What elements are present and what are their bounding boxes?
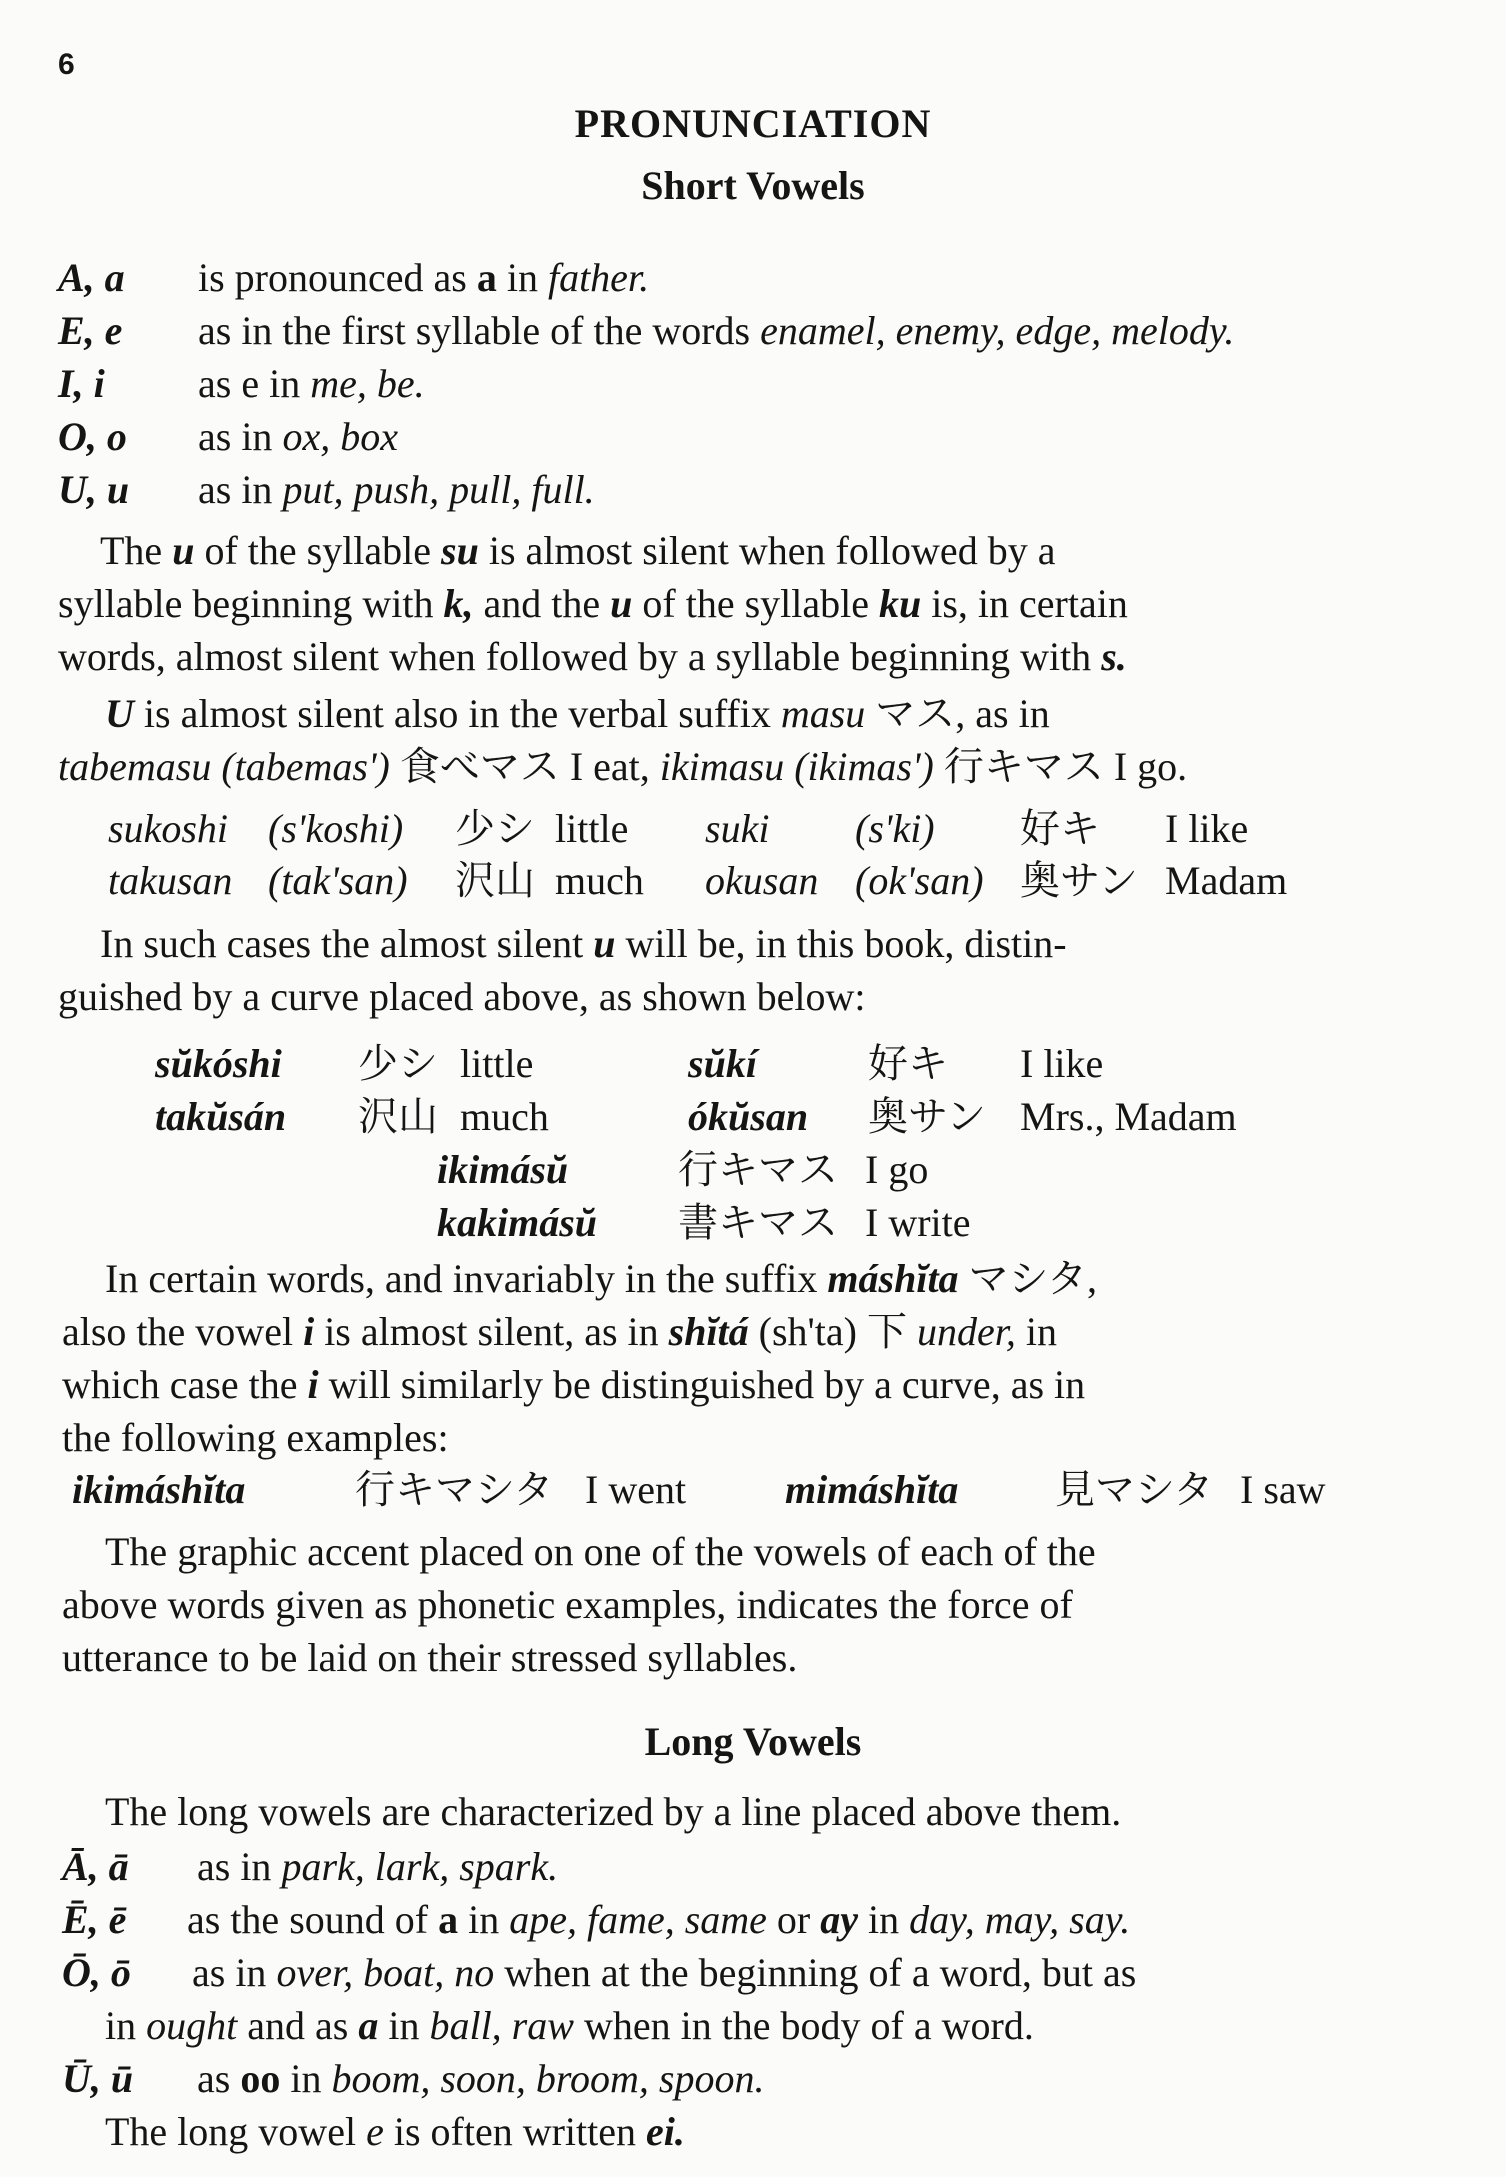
examples1-row1: sukoshi (s'koshi) 少シ little suki (s'ki) 好キ I like — [108, 806, 1249, 851]
long-vowels-heading: Long Vowels — [644, 1719, 862, 1764]
para1-line2: syllable beginning with k, and the u of the syllable ku is, in certain — [58, 581, 1128, 626]
long-vowel-u: Ū, ū as oo in boom, soon, broom, spoon. — [62, 2056, 765, 2101]
para4-line3: which case the i will similarly be distinguished by a curve, as in — [62, 1362, 1086, 1407]
para4-line1: In certain words, and invariably in the suffix máshĭta マシタ, — [105, 1256, 1097, 1301]
short-vowel-i: I, i as e in me, be. — [58, 361, 425, 406]
para3-line2: guished by a curve placed above, as shown below: — [58, 974, 866, 1019]
para3-line1: In such cases the almost silent u will be, in this book, distin- — [100, 921, 1067, 966]
para4-line2: also the vowel i is almost silent, as in shĭtá (sh'ta) 下 under, in — [62, 1309, 1057, 1354]
para4-line4: the following examples: — [62, 1415, 449, 1460]
short-vowels-heading: Short Vowels — [641, 163, 865, 208]
para5-line3: utterance to be laid on their stressed syllables. — [62, 1635, 798, 1680]
long-vowel-a: Ā, ā as in park, lark, spark. — [62, 1844, 559, 1889]
long-vowel-e: Ē, ē as the sound of a in ape, fame, same or ay in day, may, say. — [62, 1897, 1131, 1942]
short-vowel-o: O, o as in ox, box — [58, 414, 398, 459]
long-vowel-o-continued: in ought and as a in ball, raw when in the body of a word. — [105, 2003, 1034, 2048]
para5-line1: The graphic accent placed on one of the vowels of each of the — [105, 1529, 1096, 1574]
long-vowel-o: Ō, ō as in over, boat, no when at the beginning of a word, but as — [62, 1950, 1137, 1995]
para2-line2: tabemasu (tabemas') 食べマス I eat, ikimasu (ikimas') 行キマス I go. — [58, 744, 1188, 789]
page-number: 6 — [58, 48, 75, 81]
page-title: PRONUNCIATION — [574, 101, 932, 146]
short-vowel-e: E, e as in the first syllable of the words enamel, enemy, edge, melody. — [58, 308, 1235, 353]
examples2-row3: ikimásŭ 行キマス I go — [437, 1147, 929, 1192]
short-vowel-a: A, a is pronounced as a in father. — [58, 255, 650, 300]
long-vowel-note: The long vowel e is often written ei. — [105, 2109, 685, 2154]
examples2-row2: takŭsán 沢山 much ókŭsan 奥サン Mrs., Madam — [155, 1094, 1237, 1139]
examples1-row2: takusan (tak'san) 沢山 much okusan (ok'san) 奥サン Madam — [108, 858, 1288, 903]
examples2-row4: kakimásŭ 書キマス I write — [437, 1200, 971, 1245]
para1-line3: words, almost silent when followed by a syllable beginning with s. — [58, 634, 1127, 679]
examples3-row: ikimáshĭta 行キマシタ I went mimáshĭta 見マシタ I saw — [72, 1467, 1326, 1512]
para2-line1: U is almost silent also in the verbal suffix masu マス, as in — [105, 691, 1050, 736]
long-vowels-intro: The long vowels are characterized by a line placed above them. — [105, 1789, 1122, 1834]
examples2-row1: sŭkóshi 少シ little sŭkí 好キ I like — [155, 1041, 1104, 1086]
para5-line2: above words given as phonetic examples, indicates the force of — [62, 1582, 1073, 1627]
para1-line1: The u of the syllable su is almost silent when followed by a — [100, 528, 1056, 573]
short-vowel-u: U, u as in put, push, pull, full. — [58, 467, 595, 512]
